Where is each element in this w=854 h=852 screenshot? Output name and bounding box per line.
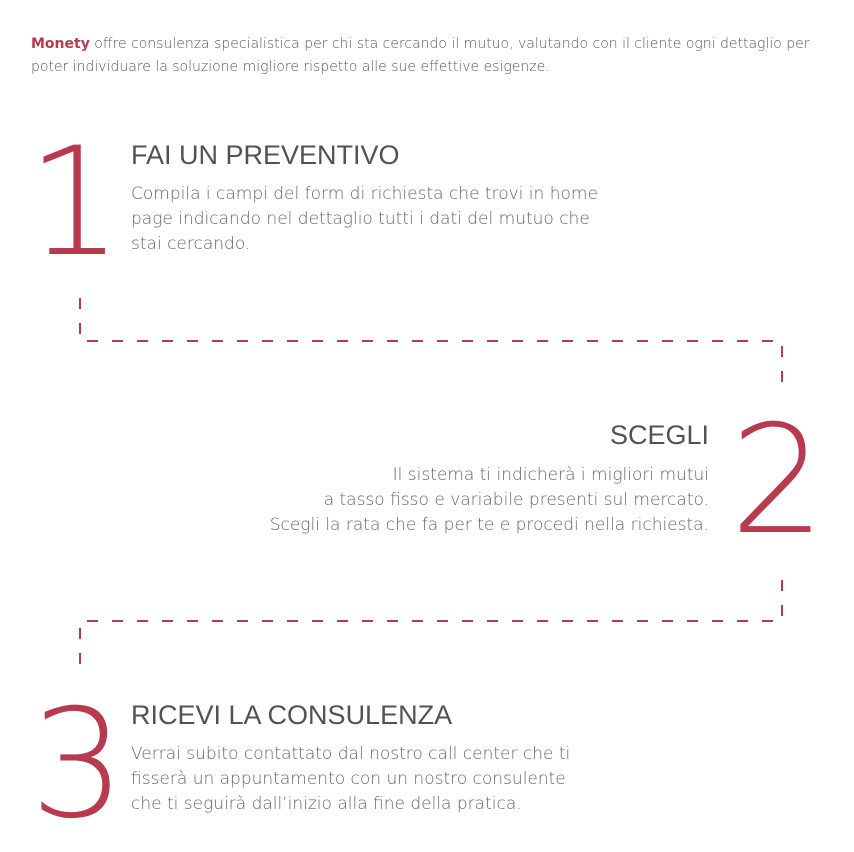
step-2-number: 2 xyxy=(730,394,820,568)
step-2-line: Scegli la rata che fa per te e procedi nella richiesta. xyxy=(269,515,709,535)
step-2-line: a tasso fisso e variabile presenti sul mercato. xyxy=(323,490,709,510)
step-3-number: 3 xyxy=(30,678,120,852)
intro-text: offre consulenza specialistica per chi sta cercando il mutuo, valutando con il cliente ogni dettaglio per poter individuare la soluzione migliore rispetto alle sue effettive esigenze. xyxy=(31,36,810,75)
step-2-line: Il sistema ti indicherà i migliori mutui xyxy=(392,465,709,485)
step-1-title: FAI UN PREVENTIVO xyxy=(131,140,400,170)
intro-paragraph xyxy=(31,33,831,79)
step-3-description xyxy=(131,742,651,817)
step-2-title: SCEGLI xyxy=(609,420,709,450)
step-1-line: Compila i campi del form di richiesta che trovi in home xyxy=(131,184,598,204)
brand-name: Monety xyxy=(31,36,90,52)
step-3-title: RICEVI LA CONSULENZA xyxy=(131,700,453,730)
connector-segment-1 xyxy=(80,298,782,393)
step-3-line: Verrai subito contattato dal nostro call center che ti xyxy=(131,744,571,764)
connector-segment-2 xyxy=(80,580,782,672)
step-3-line: fisserà un appuntamento con un nostro consulente xyxy=(131,769,566,789)
step-2-description xyxy=(189,463,709,538)
step-1-description xyxy=(131,182,651,257)
step-1-line: stai cercando. xyxy=(131,234,251,254)
step-3-line: che ti seguirà dall’inizio alla fine della pratica. xyxy=(131,794,522,814)
step-1-line: page indicando nel dettaglio tutti i dati del mutuo che xyxy=(131,209,590,229)
step-1-number: 1 xyxy=(27,116,117,290)
